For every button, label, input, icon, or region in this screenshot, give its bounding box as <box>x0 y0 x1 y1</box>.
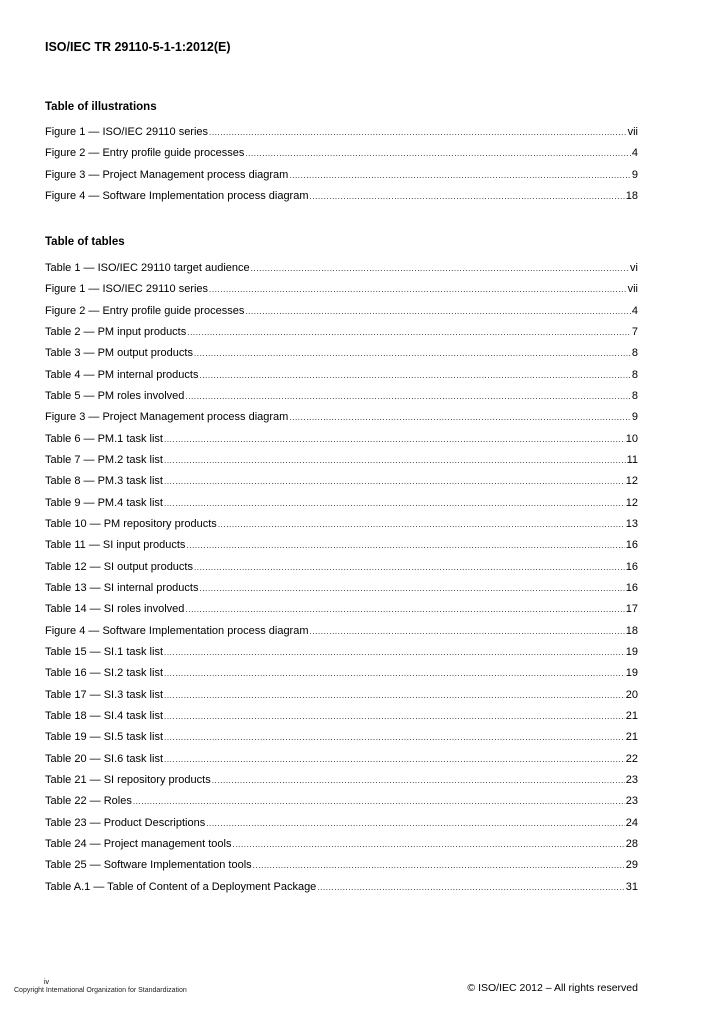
toc-entry-page: 8 <box>631 368 638 381</box>
toc-entry-page: 11 <box>626 453 638 466</box>
toc-dot-leader <box>133 797 625 806</box>
toc-dot-leader <box>289 413 631 422</box>
toc-entry-page: 4 <box>631 147 638 160</box>
toc-entry[interactable] <box>45 881 638 902</box>
toc-entry[interactable] <box>45 625 638 646</box>
toc-dot-leader <box>233 840 625 849</box>
toc-entry-page: 7 <box>631 325 638 338</box>
toc-entry[interactable] <box>45 561 638 582</box>
toc-dot-leader <box>185 392 630 401</box>
toc-entry-label: Table 4 — PM internal products <box>45 368 199 381</box>
toc-entry-label: Figure 3 — Project Management process diagram <box>45 168 289 181</box>
toc-entry-label: Table 3 — PM output products <box>45 347 193 360</box>
toc-entry-label: Table 22 — Roles <box>45 795 132 808</box>
toc-dot-leader <box>310 192 625 201</box>
toc-dot-leader <box>164 669 625 678</box>
toc-entry[interactable] <box>45 582 638 603</box>
toc-entry-page: 9 <box>631 168 638 181</box>
toc-entry-label: Table 11 — SI input products <box>45 539 186 552</box>
toc-entry[interactable] <box>45 774 638 795</box>
toc-entry-page: 12 <box>625 496 638 509</box>
toc-entry-label: Figure 1 — ISO/IEC 29110 series <box>45 126 209 138</box>
page-number: iv <box>44 979 50 986</box>
toc-entry-label: Table 9 — PM.4 task list <box>45 496 163 509</box>
toc-entry[interactable] <box>45 369 638 390</box>
toc-entry-label: Figure 1 — ISO/IEC 29110 series <box>45 283 209 296</box>
illustrations-list <box>45 126 638 211</box>
toc-entry-page: 21 <box>625 731 638 744</box>
toc-entry-page: 31 <box>625 880 638 893</box>
toc-entry-page: 16 <box>625 581 638 594</box>
toc-entry-label: Table 8 — PM.3 task list <box>45 475 163 488</box>
toc-entry-label: Table 1 — ISO/IEC 29110 target audience <box>45 262 250 274</box>
toc-entry-page: 8 <box>631 347 638 360</box>
toc-entry[interactable] <box>45 326 638 347</box>
toc-entry-label: Table 14 — SI roles involved <box>45 603 185 616</box>
toc-entry-label: Table 15 — SI.1 task list <box>45 645 163 658</box>
toc-dot-leader <box>209 285 627 294</box>
toc-entry-label: Figure 3 — Project Management process diagram <box>45 411 289 424</box>
toc-entry-label: Table 16 — SI.2 task list <box>45 667 163 680</box>
tables-heading: Table of tables <box>45 236 125 248</box>
toc-dot-leader <box>164 755 625 764</box>
toc-entry-label: Table 25 — Software Implementation tools <box>45 859 252 872</box>
toc-entry[interactable] <box>45 731 638 752</box>
toc-dot-leader <box>164 691 625 700</box>
toc-entry[interactable] <box>45 390 638 411</box>
toc-dot-leader <box>164 499 625 508</box>
toc-entry[interactable] <box>45 347 638 368</box>
toc-entry[interactable] <box>45 497 638 518</box>
toc-entry-page: 28 <box>625 837 638 850</box>
toc-entry-label: Figure 2 — Entry profile guide processes <box>45 147 245 160</box>
toc-entry-label: Figure 4 — Software Implementation process diagram <box>45 624 309 637</box>
toc-entry-label: Table 19 — SI.5 task list <box>45 731 163 744</box>
toc-entry-page: 12 <box>625 475 638 488</box>
toc-entry[interactable] <box>45 646 638 667</box>
toc-dot-leader <box>209 128 627 137</box>
toc-dot-leader <box>164 477 625 486</box>
toc-entry[interactable] <box>45 147 638 168</box>
toc-dot-leader <box>164 712 625 721</box>
toc-entry[interactable] <box>45 283 638 304</box>
toc-entry-page: 17 <box>625 603 638 616</box>
toc-entry-page: 23 <box>625 773 638 786</box>
toc-entry[interactable] <box>45 603 638 624</box>
toc-dot-leader <box>194 563 625 572</box>
toc-entry[interactable] <box>45 305 638 326</box>
toc-entry[interactable] <box>45 190 638 211</box>
toc-entry-label: Table 6 — PM.1 task list <box>45 432 163 445</box>
toc-entry-page: 16 <box>625 560 638 573</box>
toc-entry-page: 22 <box>625 752 638 765</box>
page-header-title: ISO/IEC TR 29110-5-1-1:2012(E) <box>45 40 231 54</box>
toc-entry-page: vii <box>627 283 638 296</box>
toc-entry[interactable] <box>45 433 638 454</box>
toc-entry-page: 19 <box>625 667 638 680</box>
toc-entry[interactable] <box>45 169 638 190</box>
toc-dot-leader <box>164 733 625 742</box>
toc-dot-leader <box>317 883 624 892</box>
toc-entry-page: 8 <box>631 389 638 402</box>
toc-entry-label: Figure 4 — Software Implementation process diagram <box>45 189 309 202</box>
toc-dot-leader <box>245 307 631 316</box>
toc-entry-page: 24 <box>625 816 638 829</box>
toc-entry[interactable] <box>45 689 638 710</box>
toc-entry[interactable] <box>45 454 638 475</box>
toc-entry-page: vi <box>630 262 638 274</box>
toc-entry[interactable] <box>45 859 638 880</box>
copyright-notice-right: © ISO/IEC 2012 – All rights reserved <box>467 982 638 994</box>
toc-entry-page: 13 <box>625 517 638 530</box>
toc-entry-page: 21 <box>625 709 638 722</box>
toc-dot-leader <box>164 435 625 444</box>
toc-entry-label: Table 21 — SI repository products <box>45 773 211 786</box>
toc-dot-leader <box>187 328 631 337</box>
toc-entry-page: 16 <box>625 539 638 552</box>
toc-entry-label: Table 12 — SI output products <box>45 560 193 573</box>
toc-dot-leader <box>245 149 631 158</box>
toc-entry-label: Table A.1 — Table of Content of a Deployment Package <box>45 880 317 893</box>
toc-dot-leader <box>212 776 625 785</box>
toc-entry-page: 10 <box>625 432 638 445</box>
toc-entry-label: Table 10 — PM repository products <box>45 517 217 530</box>
toc-entry[interactable] <box>45 539 638 560</box>
toc-entry-label: Table 20 — SI.6 task list <box>45 752 163 765</box>
toc-entry-page: 18 <box>625 624 638 637</box>
toc-entry-label: Table 18 — SI.4 task list <box>45 709 163 722</box>
toc-entry-label: Table 23 — Product Descriptions <box>45 816 206 829</box>
toc-entry[interactable] <box>45 475 638 496</box>
toc-dot-leader <box>185 605 624 614</box>
toc-entry-label: Table 13 — SI internal products <box>45 581 199 594</box>
toc-dot-leader <box>206 819 625 828</box>
tables-list <box>45 262 638 902</box>
toc-dot-leader <box>253 861 625 870</box>
toc-entry-page: 20 <box>625 688 638 701</box>
toc-entry-label: Table 17 — SI.3 task list <box>45 688 163 701</box>
toc-dot-leader <box>194 349 631 358</box>
illustrations-heading: Table of illustrations <box>45 101 157 113</box>
toc-entry-label: Table 5 — PM roles involved <box>45 389 185 402</box>
toc-entry-page: 4 <box>631 304 638 317</box>
toc-entry[interactable] <box>45 838 638 859</box>
toc-entry-label: Table 24 — Project management tools <box>45 837 232 850</box>
toc-entry[interactable] <box>45 667 638 688</box>
toc-entry-label: Table 2 — PM input products <box>45 325 187 338</box>
toc-dot-leader <box>251 264 629 273</box>
toc-dot-leader <box>164 648 625 657</box>
toc-entry-page: 29 <box>625 859 638 872</box>
toc-dot-leader <box>164 456 626 465</box>
copyright-notice-left: Copyright International Organization for Standardization <box>14 987 187 994</box>
toc-entry-page: 9 <box>631 411 638 424</box>
toc-dot-leader <box>186 541 624 550</box>
toc-entry-label: Table 7 — PM.2 task list <box>45 453 163 466</box>
toc-dot-leader <box>289 171 631 180</box>
toc-entry-label: Figure 2 — Entry profile guide processes <box>45 304 245 317</box>
toc-entry[interactable] <box>45 710 638 731</box>
toc-entry-page: 18 <box>625 189 638 202</box>
toc-dot-leader <box>310 627 625 636</box>
toc-entry[interactable] <box>45 262 638 283</box>
toc-entry-page: vii <box>627 126 638 138</box>
toc-entry[interactable] <box>45 817 638 838</box>
toc-entry[interactable] <box>45 795 638 816</box>
toc-dot-leader <box>199 371 630 380</box>
toc-entry[interactable] <box>45 411 638 432</box>
toc-entry[interactable] <box>45 518 638 539</box>
toc-dot-leader <box>199 584 624 593</box>
toc-dot-leader <box>218 520 625 529</box>
toc-entry[interactable] <box>45 753 638 774</box>
toc-entry-page: 23 <box>625 795 638 808</box>
toc-entry[interactable] <box>45 126 638 147</box>
toc-entry-page: 19 <box>625 645 638 658</box>
